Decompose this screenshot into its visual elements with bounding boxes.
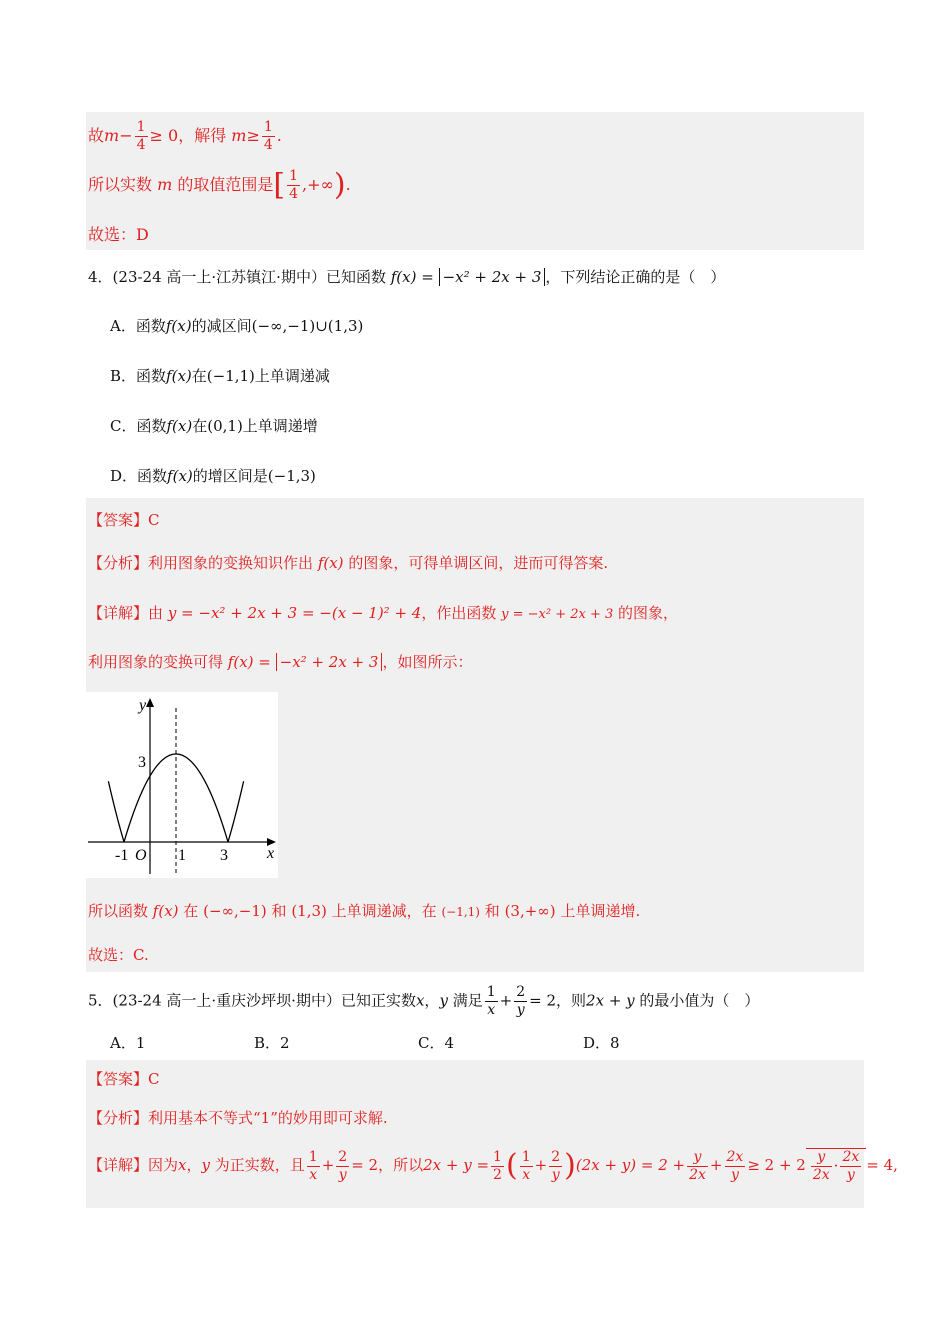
q5-option-b: B．2 [254, 1034, 290, 1052]
y-axis-label: y [139, 697, 147, 714]
x-axis-label: x [267, 845, 275, 862]
q5-solution-block [86, 1060, 864, 1208]
x-tick-3: 3 [220, 847, 228, 864]
q4-choice: 故选：C. [88, 946, 149, 964]
q4-answer: 【答案】C [88, 511, 160, 529]
function-graph [86, 692, 278, 878]
prev-solution-line1: 故m− $\frac{1}{4}$ ≥ 0，解得 m≥ $\frac{1}{4}$ . [88, 119, 282, 153]
q5-answer: 【答案】C [88, 1070, 160, 1088]
q5-option-d: D．8 [583, 1034, 620, 1052]
q5-detail: 【详解】因为x，y 为正实数，且 $\frac{1}{x}$ + $\frac{2}{y}$ = 2，所以2x + y = $\frac{1}{2}$ ( $\frac{1}{x}$ + $\frac{2}{y}$ )(2x + y) = 2 + $\frac{y}{2x}$ + $\frac{2x}{y}$ ≥ 2 + 2 $\frac{y}{2x}$ · $\frac{2x}{y}$ = 4, [88, 1148, 898, 1183]
q4-option-a: A．函数f(x)的减区间(−∞,−1)∪(1,3) [110, 317, 364, 335]
function-graph-svg [86, 692, 278, 878]
q4-conclusion: 所以函数 f(x) 在 (−∞,−1) 和 (1,3) 上单调递减，在 (−1,1) 和 (3,+∞) 上单调递增. [88, 902, 641, 920]
prev-solution-choice: 故选：D [88, 225, 149, 244]
q5-analysis: 【分析】利用基本不等式“1”的妙用即可求解. [88, 1109, 388, 1127]
q5-stem: 5．(23-24 高一上·重庆沙坪坝·期中）已知正实数x，y 满足 $\frac{1}{x}$ + $\frac{2}{y}$ = 2，则2x + y 的最小值为（ ） [88, 984, 760, 1018]
q5-option-c: C．4 [418, 1034, 455, 1052]
q5-option-a: A．1 [110, 1034, 146, 1052]
y-tick-3: 3 [138, 754, 146, 771]
x-tick-1: 1 [178, 847, 186, 864]
q4-analysis: 【分析】利用图象的变换知识作出 f(x) 的图象，可得单调区间，进而可得答案. [88, 554, 609, 572]
q4-detail-line2: 利用图象的变换可得 f(x) = −x² + 2x + 3 ，如图所示： [88, 653, 473, 671]
q4-stem: 4．(23-24 高一上·江苏镇江·期中）已知函数 f(x) = −x² + 2x + 3 ，下列结论正确的是（ ） [88, 268, 726, 286]
prev-solution-line2: 所以实数 m 的取值范围是[ $\frac{1}{4}$ ,+∞). [88, 167, 351, 203]
x-tick-neg1: -1 [115, 847, 129, 864]
q4-option-b: B．函数f(x)在(−1,1)上单调递减 [110, 367, 330, 385]
q4-option-c: C．函数f(x)在(0,1)上单调递增 [110, 417, 318, 435]
origin-label: O [135, 847, 147, 864]
q4-detail-line1: 【详解】由 y = −x² + 2x + 3 = −(x − 1)² + 4，作出函数 y = −x² + 2x + 3 的图象， [88, 604, 679, 622]
q4-option-d: D．函数f(x)的增区间是(−1,3) [110, 467, 316, 485]
y-axis-arrow-icon [146, 698, 154, 707]
